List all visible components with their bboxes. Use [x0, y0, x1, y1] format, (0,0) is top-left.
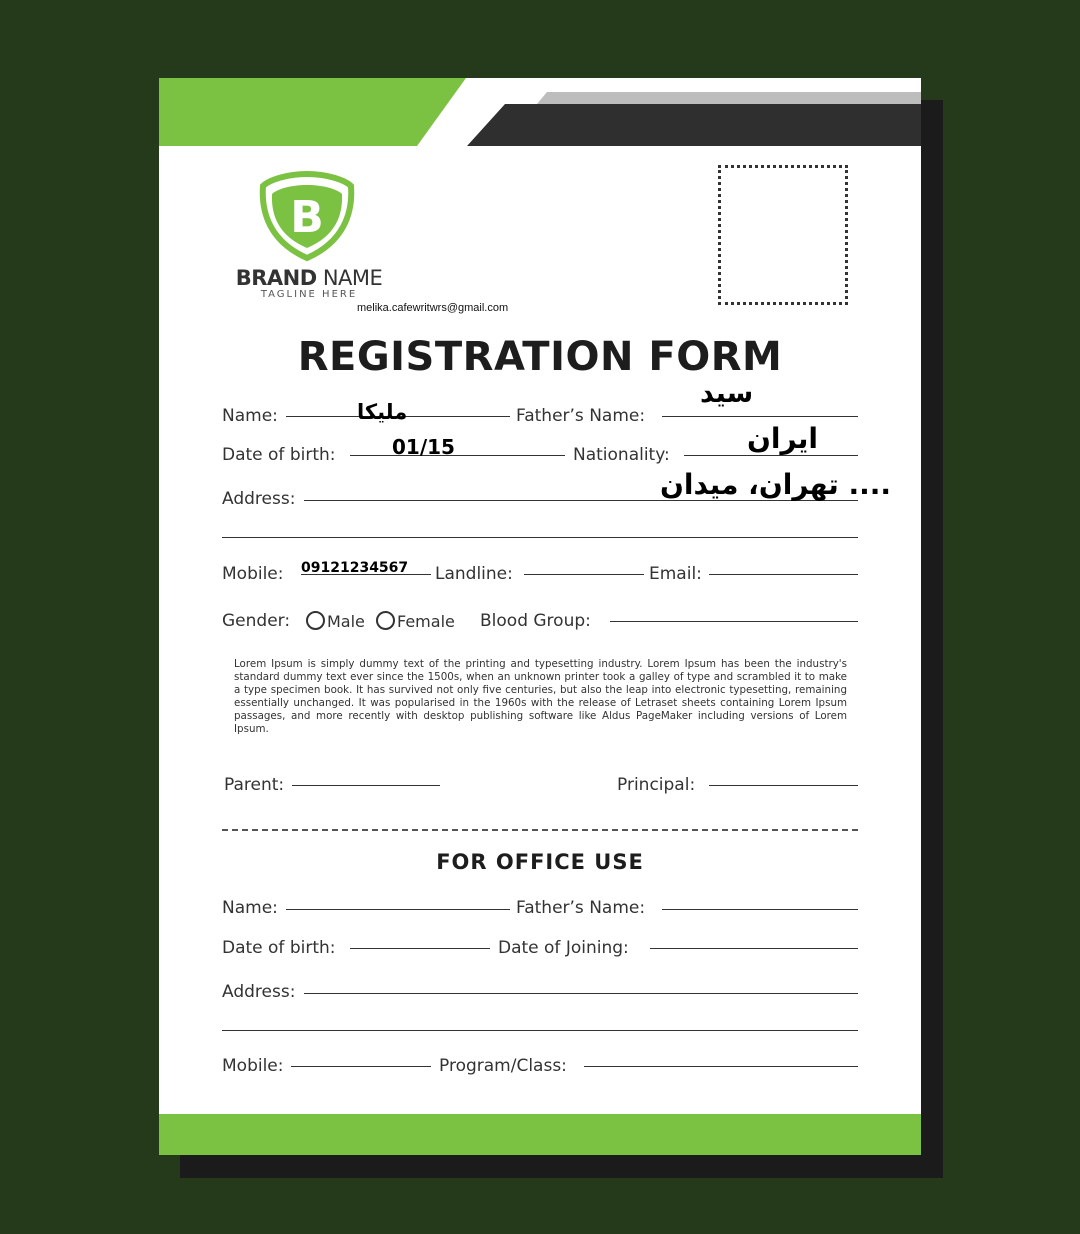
office-fathers-name-field-line[interactable] [662, 909, 858, 910]
email-stamp: melika.cafewritwrs@gmail.com [357, 302, 509, 314]
address-label: Address: [222, 489, 296, 509]
office-address-label: Address: [222, 982, 296, 1002]
office-mobile-label: Mobile: [222, 1056, 284, 1076]
bottom-decor-band [159, 1114, 921, 1155]
name-value: ملیکا [357, 400, 408, 424]
gender-male-option[interactable]: Male [306, 611, 365, 632]
principal-label: Principal: [617, 775, 696, 795]
top-decor-band [159, 78, 921, 146]
form-title: REGISTRATION FORM [297, 334, 783, 380]
landline-label: Landline: [435, 564, 513, 584]
male-radio-icon[interactable] [306, 611, 325, 630]
date-of-birth-label: Date of birth: [222, 445, 336, 465]
office-date-of-joining-field-line[interactable] [650, 948, 858, 949]
office-date-of-birth-field-line[interactable] [350, 948, 490, 949]
blood-group-field-line[interactable] [610, 621, 858, 622]
email-label: Email: [649, 564, 702, 584]
date-of-birth-value: 01/15 [392, 435, 455, 459]
address-value: تهران، میدان .... [660, 468, 892, 501]
nationality-field-line[interactable] [684, 455, 858, 456]
gender-female-option[interactable]: Female [376, 611, 455, 632]
nationality-value: ایران [747, 422, 819, 455]
blood-group-label: Blood Group: [480, 611, 591, 631]
office-address-field-line-1[interactable] [304, 993, 858, 994]
fathers-name-value: سید [700, 378, 754, 409]
photo-box[interactable] [718, 165, 848, 305]
office-fathers-name-label: Father’s Name: [516, 898, 646, 918]
name-label: Name: [222, 406, 278, 426]
office-mobile-field-line[interactable] [291, 1066, 431, 1067]
female-radio-icon[interactable] [376, 611, 395, 630]
office-name-label: Name: [222, 898, 278, 918]
office-name-field-line[interactable] [286, 909, 510, 910]
terms-paragraph: Lorem Ipsum is simply dummy text of the printing and typesetting industry. Lorem Ipsum has been the industry's standard dummy text ever since the 1500s, when an unknown printer took a galley of type and scrambled it to make a type specimen book. It has survived not only five centuries, but also the leap into electronic typesetting, remaining essentially unchanged. It was popularised in the 1960s with the release of Letraset sheets containing Lorem Ipsum passages, and more recently with desktop publishing software like Aldus PageMaker including versions of Lorem Ipsum. [234, 658, 847, 735]
logo-letter: B [290, 192, 324, 243]
mobile-label: Mobile: [222, 564, 284, 584]
fathers-name-label: Father’s Name: [516, 406, 646, 426]
office-program-class-label: Program/Class: [439, 1056, 567, 1076]
landline-field-line[interactable] [524, 574, 644, 575]
email-field-line[interactable] [709, 574, 858, 575]
office-address-field-line-2[interactable] [222, 1030, 858, 1031]
brand-name: BRAND NAME [235, 266, 383, 290]
office-date-of-joining-label: Date of Joining: [498, 938, 629, 958]
parent-signature-line[interactable] [292, 785, 440, 786]
address-field-line-2[interactable] [222, 537, 858, 538]
date-of-birth-field-line[interactable] [350, 455, 565, 456]
principal-signature-line[interactable] [709, 785, 858, 786]
fathers-name-field-line[interactable] [662, 416, 858, 417]
parent-label: Parent: [224, 775, 285, 795]
office-program-class-field-line[interactable] [584, 1066, 858, 1067]
office-date-of-birth-label: Date of birth: [222, 938, 336, 958]
brand-logo-icon [257, 170, 357, 262]
brand-tagline: TAGLINE HERE [260, 289, 358, 300]
section-divider [222, 829, 858, 831]
gender-label: Gender: [222, 611, 291, 631]
office-use-title: FOR OFFICE USE [436, 850, 644, 874]
nationality-label: Nationality: [573, 445, 670, 465]
mobile-value: 09121234567 [301, 560, 409, 576]
registration-form-sheet [159, 78, 921, 1155]
